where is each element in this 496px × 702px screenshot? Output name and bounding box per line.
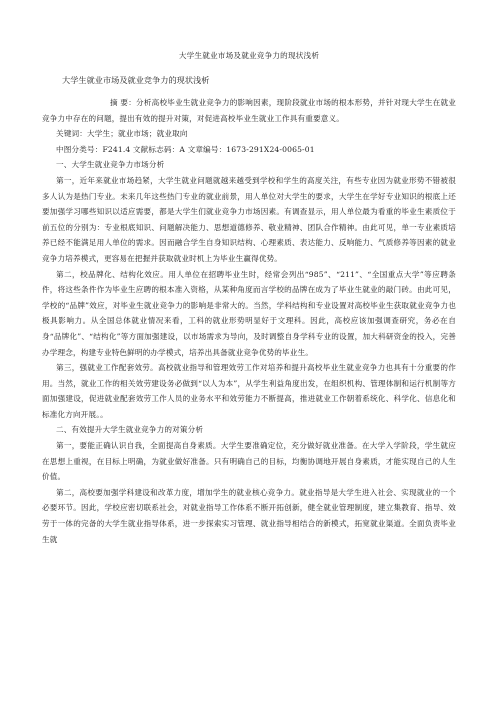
- article-title: 大学生就业市场及就业竞争力的现状浅析: [62, 75, 210, 85]
- section1-paragraph-2: 第二，校品牌化、结构化效应。用人单位在招聘毕业生时，经常会列出“985”、“211”、“全国重点大学”等应聘条件，将这些条件作为毕业生应聘的根本准入资格，从某种角度而言学校的品牌在成为了毕业生就业的敲门砖。由此可见，学校的“品牌”效应，对毕业生就业竞争力的影响是非常大的。当然，学科结构和专业设置对高校毕业生获取就业竞争力也极具影响力。从全国总体就业情况来看，工科的就业形势明显好于文理科。因此，高校应该加强调查研究，务必在自身“品牌化”、“结构化”等方面加强建设，以市场需求为导向，及时调整自身学科专业的设置，加大科研资金的投入，完善办学理念，构建专业特色鲜明的办学模式，培养出具备就业竞争优势的毕业生。: [42, 269, 456, 357]
- section1-paragraph-1: 第一，近年来就业市场趋紧，大学生就业问题就越来越受到学校和学生的高度关注，有些专业因为就业形势不错被很多人认为是热门专业。未来几年这些热门专业的就业前景，用人单位对大学生的要求，大学生在学好专业知识的根底上还要加强学习哪些知识以适应需要，都是大学生们就业竞争力市场因素。有调查显示，用人单位最为看重的毕业生素质位于前五位的分别为：专业根底知识、问题解决能力、思想道德修养、敬业精神、团队合作精神。由此可见，单一专业素质培养已经不能满足用人单位的需求。因而融合学生自身知识结构、心理素质、表达能力、反响能力、气质修养等因素的就业竞争力培养模式，更容易在把握并获取就业时机上为毕业生赢得优势。: [42, 175, 456, 263]
- section-heading-2: 二、有效提升大学生就业竞争力的对策分析: [56, 425, 204, 435]
- document-title: 大学生就业市场及就业竞争力的现状浅析: [178, 51, 320, 60]
- keywords: 关键词：大学生；就业市场；就业取向: [56, 129, 188, 139]
- section2-paragraph-1: 第一，要能正确认识自我，全面提高自身素质。大学生要准确定位，充分做好就业准备。在大学入学阶段，学生就应在思想上重视，在目标上明确，为就业做好准备。只有明确自己的目标，均衡协调地开展自身素质，才能实现自己的人生价值。: [42, 441, 456, 482]
- section1-paragraph-3: 第三，强就业工作配套效劳。高校就业指导和管理效劳工作对培养和提升高校毕业生就业竞争力也具有十分重要的作用。当然，就业工作的相关效劳建设务必做到“以人为本”，从学生利益角度出发，在组织机构、管理体制和运行机制等方面加强建设，促进就业配套效劳工作人员的业务水平和效劳能力不断提高，推进就业工作朝着系统化、科学化、信息化和标准化方向开展。。: [42, 363, 456, 419]
- section-heading-1: 一、大学生就业竞争力市场分析: [56, 160, 165, 170]
- abstract: 摘 要：分析高校毕业生就业竞争力的影响因素，现阶段就业市场的根本形势，并针对现大学生在就业竞争力中存在的问题，提出有效的提升对策，对促进高校毕业生就业工作具有重要意义。: [42, 98, 456, 123]
- section2-paragraph-2: 第二，高校要加强学科建设和改革力度，增加学生的就业核心竞争力。就业指导是大学生进入社会、实现就业的一个必要环节。因此，学校应密切联系社会，对就业指导工作体系不断开拓创新，健全就业管理制度，建立集教育、指导、效劳于一体的完备的大学生就业指导体系，进一步探索实习管理、就业指导相结合的新模式，拓宽就业渠道。全面负责毕业生就: [42, 487, 456, 544]
- classification-line: 中图分类号：F241.4 文献标志码：A 文章编号：1673-291X24-0065-01: [56, 144, 315, 154]
